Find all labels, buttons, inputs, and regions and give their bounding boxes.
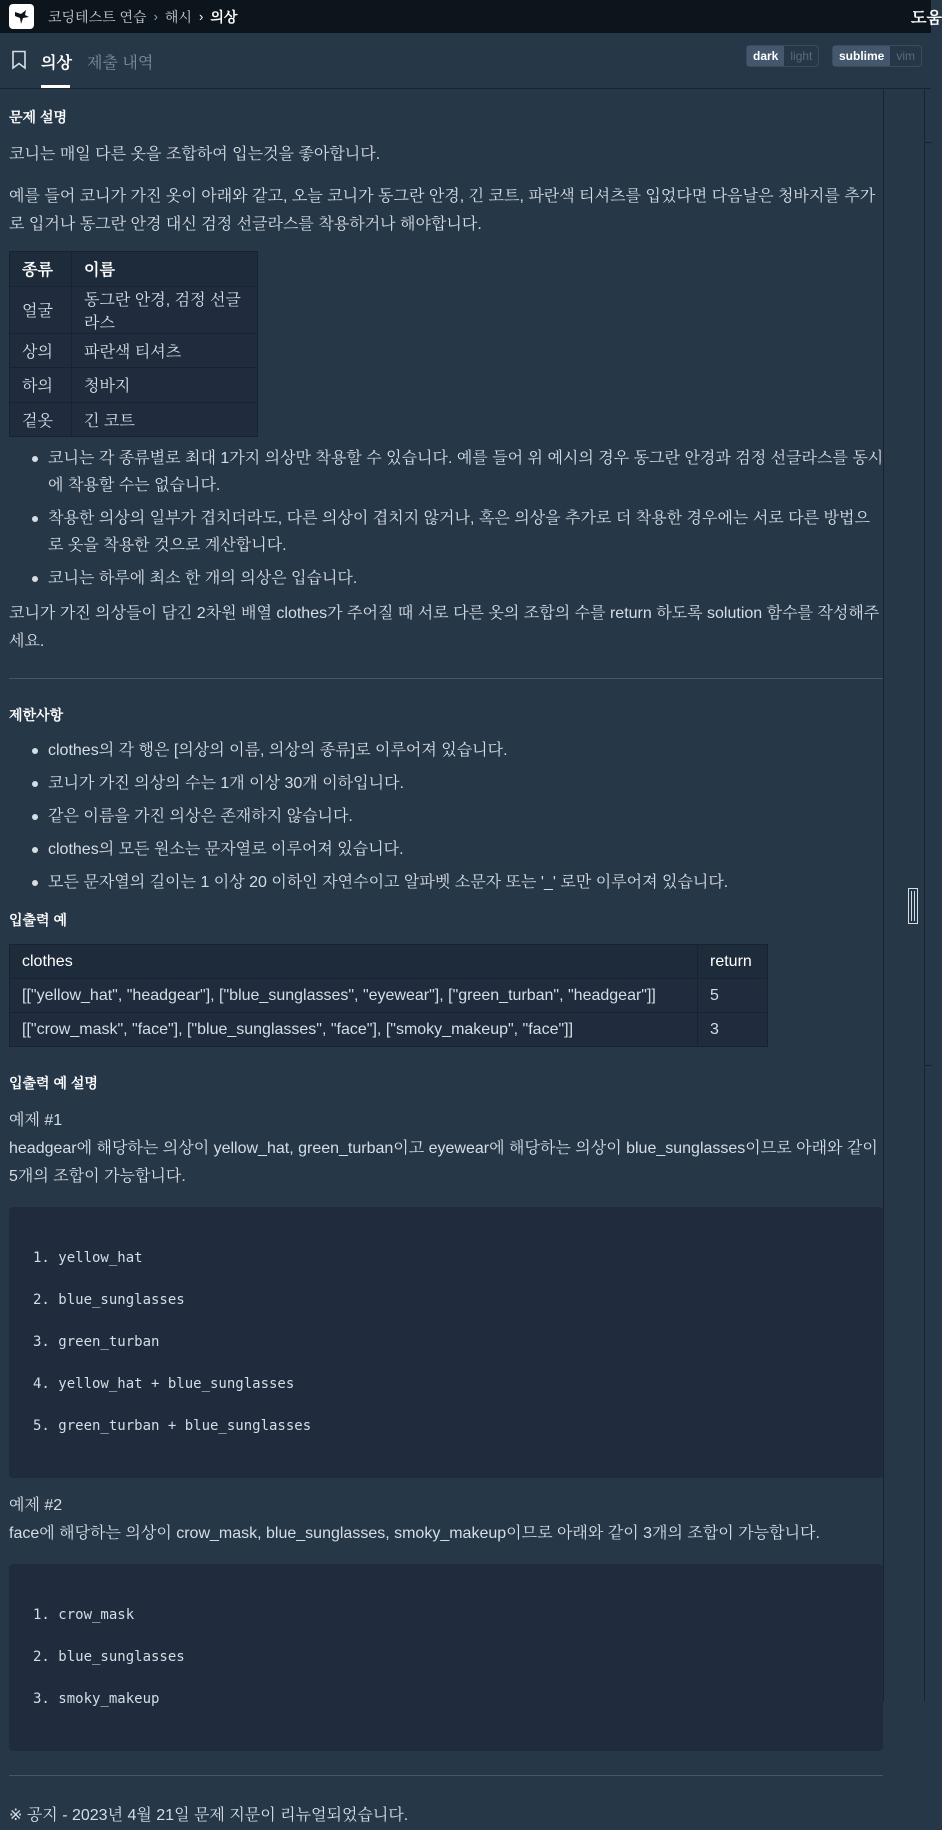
section-title-io-example: 입출력 예: [9, 912, 67, 928]
section-title-description: 문제 설명: [9, 109, 67, 125]
chevron-right-icon: ›: [198, 9, 204, 24]
rules-list: [9, 445, 883, 592]
bookmark-icon[interactable]: [11, 50, 27, 75]
active-tab-indicator: [41, 85, 70, 88]
example-2-code-block: [9, 1564, 883, 1751]
table-cell: 동그란 안경, 검정 선글라스: [72, 286, 258, 333]
section-title-constraints: 제한사항: [9, 707, 64, 723]
table-cell: 파란색 티셔츠: [72, 333, 258, 368]
code-line: 2. blue_sunglasses: [33, 1292, 185, 1308]
logo-icon[interactable]: [9, 4, 34, 29]
list-item: clothes의 모든 원소는 문자열로 이루어져 있습니다.: [48, 836, 884, 863]
example-1-text: headgear에 해당하는 의상이 yellow_hat, green_turban이고 eyewear에 해당하는 의상이 blue_sunglasses이므로 아래와 같이 5개의 조합이 가능합니다.: [9, 1140, 878, 1185]
divider: [9, 678, 883, 679]
problem-description: [0, 90, 883, 1830]
code-line: 2. blue_sunglasses: [33, 1649, 185, 1665]
example-1-label: 예제 #1: [9, 1112, 63, 1129]
breadcrumb-item-coding-test[interactable]: 코딩테스트 연습: [48, 8, 147, 25]
example-2-text: face에 해당하는 의상이 crow_mask, blue_sunglasses, smoky_makeup이므로 아래와 같이 3개의 조합이 가능합니다.: [9, 1525, 820, 1542]
theme-toggle: [746, 45, 819, 67]
table-row: [10, 333, 258, 368]
list-item: 착용한 의상의 일부가 겹치더라도, 다른 의상이 겹치지 않거나, 혹은 의상을 추가로 더 착용한 경우에는 서로 다른 방법으로 옷을 착용한 것으로 계산합니다.: [48, 505, 884, 559]
table-cell: 하의: [10, 368, 72, 403]
tab-bar: [0, 33, 931, 89]
intro-paragraph: 코니는 매일 다른 옷을 조합하여 입는것을 좋아합니다.: [9, 146, 381, 163]
table-cell: 긴 코트: [72, 402, 258, 437]
table-cell: 상의: [10, 333, 72, 368]
example-1-code-block: [9, 1207, 883, 1478]
help-link[interactable]: 도움: [911, 10, 942, 27]
table-header-cell: clothes: [10, 945, 698, 979]
list-item: clothes의 각 행은 [의상의 이름, 의상의 종류]로 이루어져 있습니다.: [48, 737, 884, 764]
top-navigation-bar: [0, 0, 942, 33]
table-cell: 3: [698, 1013, 768, 1047]
chevron-right-icon: ›: [153, 9, 158, 24]
example-paragraph: 예를 들어 코니가 가진 옷이 아래와 같고, 오늘 코니가 동그란 안경, 긴 코트, 파란색 티셔츠를 입었다면 다음날은 청바지를 추가로 입거나 동그란 안경 대신 검정 선글라스를 착용하거나 해야합니다.: [9, 188, 876, 233]
clothes-type-table: [9, 251, 258, 437]
table-cell: 얼굴: [10, 286, 72, 333]
theme-light-option[interactable]: light: [790, 49, 813, 63]
table-row: [10, 368, 258, 403]
code-line: 3. smoky_makeup: [33, 1691, 160, 1707]
editor-vim-option[interactable]: vim: [896, 49, 916, 63]
tab-submissions[interactable]: 제출 내역: [87, 55, 154, 72]
editor-sublime-option[interactable]: sublime: [833, 46, 890, 66]
io-example-table: [9, 944, 768, 1047]
divider: [9, 1775, 883, 1776]
table-cell: 5: [698, 979, 768, 1013]
section-title-io-explain: 입출력 예 설명: [9, 1075, 98, 1091]
list-item: 같은 이름을 가진 의상은 존재하지 않습니다.: [48, 803, 884, 830]
breadcrumb: [48, 7, 237, 27]
code-line: 4. yellow_hat + blue_sunglasses: [33, 1376, 295, 1392]
table-cell: 청바지: [72, 368, 258, 403]
table-row: [10, 979, 768, 1013]
table-header-row: [10, 945, 768, 979]
code-line: 1. crow_mask: [33, 1607, 135, 1623]
table-row: [10, 402, 258, 437]
table-cell: [["yellow_hat", "headgear"], ["blue_sunglasses", "eyewear"], ["green_turban", "headgear"]]: [10, 979, 698, 1013]
example-2-label: 예제 #2: [9, 1497, 63, 1514]
code-line: 5. green_turban + blue_sunglasses: [33, 1418, 312, 1434]
breadcrumb-item-hash[interactable]: 해시: [164, 8, 192, 25]
table-header-cell: 이름: [72, 252, 258, 287]
right-panel-edge: [883, 90, 931, 1701]
code-line: 1. yellow_hat: [33, 1250, 143, 1266]
editor-mode-toggle: [832, 45, 922, 67]
table-row: [10, 1013, 768, 1047]
list-item: 코니가 가진 의상의 수는 1개 이상 30개 이하입니다.: [48, 770, 884, 797]
list-item: 코니는 하루에 최소 한 개의 의상은 입습니다.: [48, 565, 884, 592]
task-paragraph: 코니가 가진 의상들이 담긴 2차원 배열 clothes가 주어질 때 서로 다른 옷의 조합의 수를 return 하도록 solution 함수를 작성해주세요.: [9, 605, 880, 650]
tab-problem[interactable]: 의상: [41, 55, 72, 72]
theme-dark-option[interactable]: dark: [747, 46, 784, 66]
list-item: 코니는 각 종류별로 최대 1가지 의상만 착용할 수 있습니다. 예를 들어 위 예시의 경우 동그란 안경과 검정 선글라스를 동시에 착용할 수는 없습니다.: [48, 445, 884, 499]
code-line: 3. green_turban: [33, 1334, 160, 1350]
table-row: [10, 286, 258, 333]
breadcrumb-item-current: 의상: [210, 8, 238, 25]
table-header-cell: return: [698, 945, 768, 979]
resize-handle-icon[interactable]: [908, 888, 918, 929]
table-cell: 겉옷: [10, 402, 72, 437]
notice-text: ※ 공지 - 2023년 4월 21일 문제 지문이 리뉴얼되었습니다.: [9, 1807, 409, 1824]
list-item: 모든 문자열의 길이는 1 이상 20 이하인 자연수이고 알파벳 소문자 또는 '_' 로만 이루어져 있습니다.: [48, 869, 884, 896]
table-cell: [["crow_mask", "face"], ["blue_sunglasses", "face"], ["smoky_makeup", "face"]]: [10, 1013, 698, 1047]
table-header-cell: 종류: [10, 252, 72, 287]
table-header-row: [10, 252, 258, 287]
constraints-list: [9, 737, 883, 896]
